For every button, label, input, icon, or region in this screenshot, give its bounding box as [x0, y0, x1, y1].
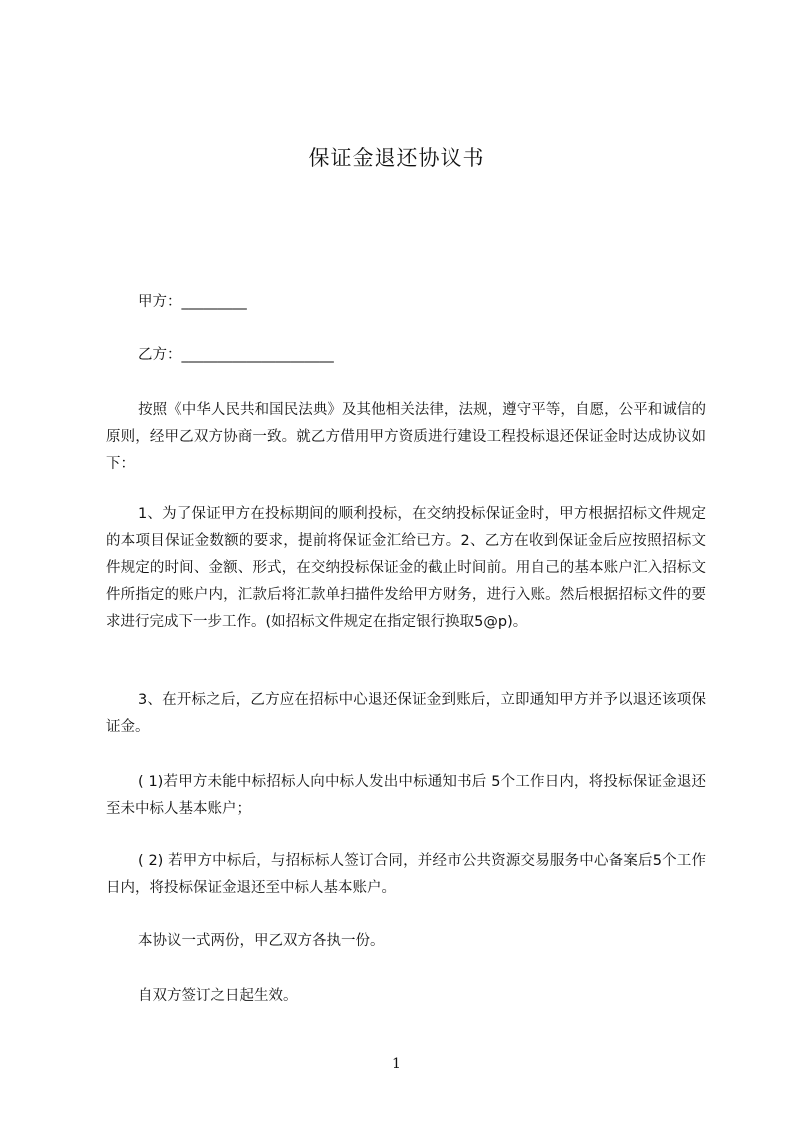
sub-clause-1-paragraph — [106, 769, 706, 824]
copies-line: 本协议一式两份，甲乙双方各执一份。 — [138, 933, 385, 949]
party-a-line — [138, 292, 247, 312]
clause-1-paragraph — [106, 501, 706, 665]
party-b-blank: _____________________ — [181, 347, 334, 363]
effective-line: 自双方签订之日起生效。 — [138, 988, 298, 1004]
sub-clause-1-text: ( 1)若甲方未能中标招标人向中标人发出中标通知书后 5个工作日内，将投标保证金退还至未中标人基本账户； — [106, 774, 706, 817]
sub-clause-2-text: ( 2) 若甲方中标后，与招标标人签订合同，并经市公共资源交易服务中心备案后5个工作日内，将投标保证金退还至中标人基本账户。 — [106, 853, 706, 896]
sub-clause-2-paragraph — [106, 848, 706, 903]
intro-paragraph — [106, 397, 706, 479]
clause-3-text: 3、在开标之后，乙方应在招标中心退还保证金到账后，立即通知甲方并予以退还该项保证金。 — [106, 692, 706, 735]
document-title: 保证金退还协议书 — [308, 146, 485, 170]
clause-3-paragraph — [106, 687, 706, 742]
party-a-blank: _________ — [181, 294, 247, 310]
clause-1-text: 1、为了保证甲方在投标期间的顺利投标，在交纳投标保证金时，甲方根据招标文件规定的本项目保证金数额的要求，提前将保证金汇给已方。2、乙方在收到保证金后应按照招标文件规定的时间、金额、形式，在交纳投标保证金的截止时间前。用自己的基本账户汇入招标文件所指定的账户内，汇款后将汇款单扫描件发给甲方财务，进行入账。然后根据招标文件的要求进行完成下一步工作。(如招标文件规定在指定银行换取5@p)。 — [106, 506, 706, 630]
intro-text: 按照《中华人民共和国民法典》及其他相关法律，法规，遵守平等，自愿，公平和诚信的原则，经甲乙双方协商一致。就乙方借用甲方资质进行建设工程投标退还保证金时达成协议如下： — [106, 402, 706, 472]
party-b-label: 乙方： — [138, 347, 182, 363]
page-number: 1 — [392, 1056, 401, 1072]
party-b-line — [138, 345, 334, 365]
party-a-label: 甲方： — [138, 294, 182, 310]
